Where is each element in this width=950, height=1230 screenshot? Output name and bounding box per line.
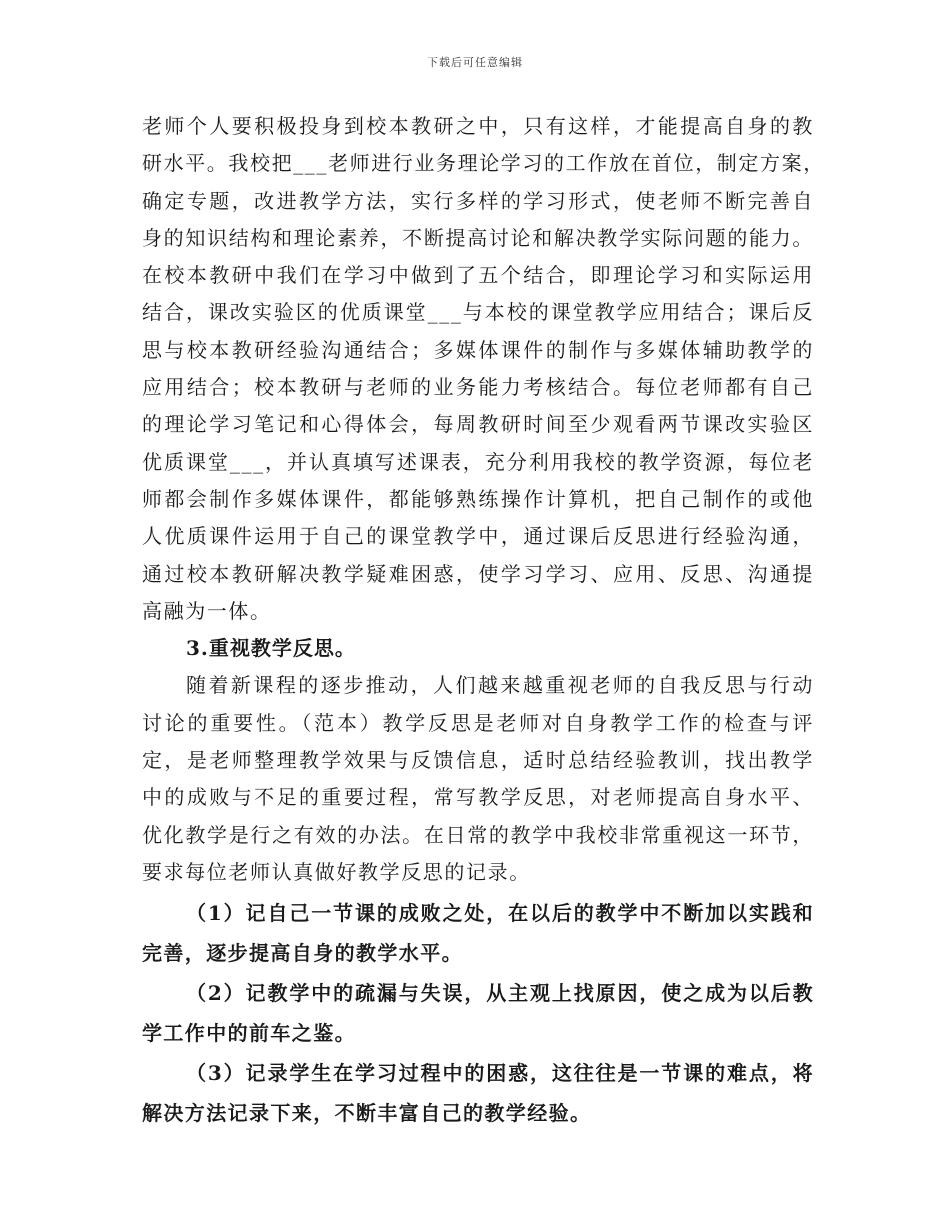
paragraph-line: 确定专题，改进教学方法，实行多样的学习形式，使老师不断完善自 [142, 188, 814, 213]
item-line: （1）记自己一节课的成败之处，在以后的教学中不断加以实践和 [186, 901, 814, 926]
paragraph-line: 优质课堂___，并认真填写述课表，充分利用我校的教学资源，每位老 [142, 449, 814, 474]
paragraph-line: 通过校本教研解决教学疑难困惑，使学习学习、应用、反思、沟通提 [142, 561, 814, 586]
section-heading: 3.重视教学反思。 [186, 636, 356, 661]
paragraph-line: 身的知识结构和理论素养，不断提高讨论和解决教学实际问题的能力。 [142, 225, 814, 250]
paragraph-1 [142, 108, 825, 630]
paragraph-line: 结合，课改实验区的优质课堂___与本校的课堂教学应用结合；课后反 [142, 300, 814, 325]
paragraph-line: 中的成败与不足的重要过程，常写教学反思，对老师提高自身水平、 [142, 785, 814, 810]
paragraph-2 [142, 667, 814, 891]
paragraph-line: 老师个人要积极投身到校本教研之中，只有这样，才能提高自身的教 [142, 114, 814, 138]
reflection-item-2 [142, 973, 814, 1053]
item-line: 完善，逐步提高自身的教学水平。 [142, 941, 463, 966]
item-line: 解决方法记录下来，不断丰富自己的教学经验。 [142, 1101, 592, 1126]
paragraph-line: 思与校本教研经验沟通结合；多媒体课件的制作与多媒体辅助教学的 [142, 337, 814, 362]
item-line: 学工作中的前车之鉴。 [142, 1021, 356, 1046]
paragraph-line: 定，是老师整理教学效果与反馈信息，适时总结经验教训，找出教学 [142, 748, 814, 773]
paragraph-line: 研水平。我校把___老师进行业务理论学习的工作放在首位，制定方案， [142, 151, 825, 176]
paragraph-line: 人优质课件运用于自己的课堂教学中，通过课后反思进行经验沟通， [142, 524, 814, 549]
paragraph-line: 在校本教研中我们在学习中做到了五个结合，即理论学习和实际运用 [142, 263, 814, 288]
paragraph-line: 讨论的重要性。（范本）教学反思是老师对自身教学工作的检查与评 [142, 710, 814, 735]
paragraph-line: 的理论学习笔记和心得体会，每周教研时间至少观看两节课改实验区 [142, 412, 814, 437]
paragraph-line: 优化教学是行之有效的办法。在日常的教学中我校非常重视这一环节， [142, 822, 814, 847]
paragraph-line: 随着新课程的逐步推动，人们越来越重视老师的自我反思与行动 [186, 673, 814, 698]
item-line: （2）记教学中的疏漏与失误，从主观上找原因，使之成为以后教 [186, 981, 814, 1006]
page-header: 下载后可任意编辑 [427, 56, 523, 69]
paragraph-line: 高融为一体。 [142, 598, 272, 623]
paragraph-line: 应用结合；校本教研与老师的业务能力考核结合。每位老师都有自己 [142, 375, 814, 400]
document-body [142, 108, 825, 1133]
item-line: （3）记录学生在学习过程中的困惑，这往往是一节课的难点，将 [186, 1061, 814, 1086]
paragraph-line: 师都会制作多媒体课件，都能够熟练操作计算机，把自己制作的或他 [142, 486, 814, 511]
reflection-item-3 [142, 1053, 814, 1133]
reflection-item-1 [142, 893, 814, 973]
paragraph-line: 要求每位老师认真做好教学反思的记录。 [142, 859, 531, 884]
